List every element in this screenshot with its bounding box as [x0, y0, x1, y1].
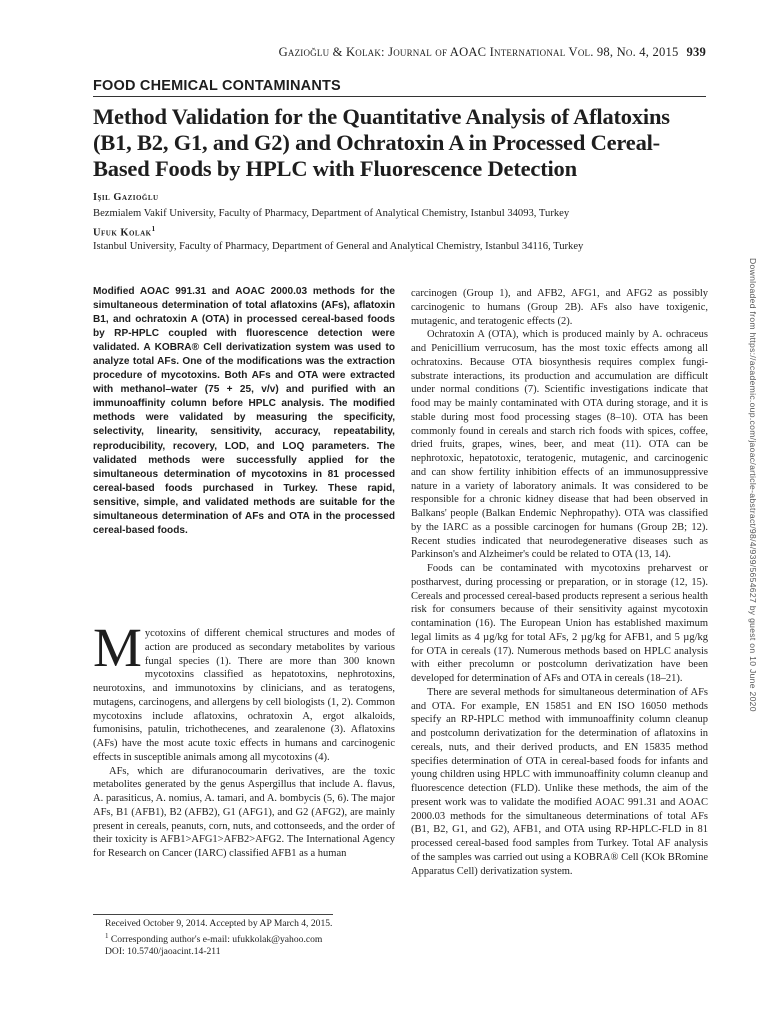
paragraph-text: ycotoxins of different chemical structures and modes of action are produced as secondary metabolites by various fungal species (1). There are more than 300 known mycotoxins classified as hepatotoxins, nephrotoxins, neurotoxins, and immunotoxins by clinicians, and as teratogens, mutagens, carcinogens, and allergens by cell biologists (1, 2). Common mycotoxins include aflatoxins, ochratoxin A, ergot alkaloids, fumonisins, patulin, trichothecenes, and zearalenone (3). Aflatoxins (AFs) have the most acute toxic effects in humans and carcinogenic effects in susceptible animals among all mycotoxins (4). — [93, 628, 395, 763]
author-1-affiliation: Bezmialem Vakif University, Faculty of Pharmacy, Department of Analytical Chemistry, Istanbul 34093, Turkey — [93, 208, 570, 219]
author-2 — [93, 225, 156, 238]
paragraph: Ochratoxin A (OTA), which is produced mainly by A. ochraceus and Penicillium verrucosum, has the most toxic effects among all ochratoxins. Because OTA biosynthesis requires complex fungi-substrate interactions, its production and accumulation are difficult under normal conditions (7). Scientific investigations indicate that food may be mainly contaminated with OTA during storage, and it is stable during most food processing stages (8–10). OTA has been commonly found in cereals and starch rich foods with spices, coffee, dried fruits, grapes, wines, beer, and meat (11). OTA can be nephrotoxic, hepatotoxic, teratogenic, mutagenic, and carcinogenic and can show fertility inhibition effects of an immunosuppressive nature in a variety of laboratory animals. It was considered to be responsible for a chronic kidney disease that had been observed in Balkans' people (Balkan Endemic Nephropathy). OTA was classified by the IARC as a possible carcinogen for humans (Group 2B; 12). Recent studies indicated that neurodegenerative diseases such as Parkinson's and Alzheimer's could be related to OTA (13, 14). — [411, 329, 708, 561]
paragraph: Foods can be contaminated with mycotoxins preharvest or postharvest, during processing or preparation, or in storage (12, 15). Cereals and processed cereal-based products represent a serious health risk for consumers because of their sensitivity against mycotoxin contamination (16). The European Union has established maximum legal limits as 4 µg/kg for total AFs, 2 µg/kg for AFB1, and 5 µg/kg for OTA in cereals (17). Numerous methods based on HPLC analysis with either precolumn or postcolumn derivatization have been developed for determination of AFs and OTA in cereals (18–21). — [411, 563, 708, 684]
author-1 — [93, 192, 159, 203]
paragraph: AFs, which are difuranocoumarin derivatives, are the toxic metabolites generated by the genus Aspergillus that include A. flavus, A. parasiticus, A. nomius, A. tamari, and A. bombycis (5, 6). The major AFs, B1 (AFB1), B2 (AFB2), G1 (AFG1), and G2 (AFG2), are mainly present in cereals, peanuts, corn, nuts, and cottonseeds, and the order of their toxicity is AFB1>AFG1>AFB2>AFG2. The International Agency for Research on Cancer (IARC) classified AFB1 as a human — [93, 765, 395, 859]
corresponding-email: Corresponding author's e-mail: ufukkolak@yahoo.com — [110, 934, 323, 946]
paragraph: carcinogen (Group 1), and AFB2, AFG1, and AFG2 as possibly carcinogenic to humans (Group 2B). AFs also have toxigenic, mutagenic, and teratogenic effects (2). — [411, 288, 708, 327]
paragraph — [93, 617, 395, 765]
page-number: 939 — [686, 45, 706, 59]
download-watermark — [735, 258, 758, 858]
abstract: Modified AOAC 991.31 and AOAC 2000.03 methods for the simultaneous determination of total aflatoxins (AFs), aflatoxin B1, and ochratoxin A (OTA) in processed cereal-based foods by RP-HPLC coupled with fluorescence detection were validated. A KOBRA® Cell derivatization system was used to analyze total AFs. One of the modifications was the extraction procedure of mycotoxins. Both AFs and OTA were extracted with methanol–water (75 + 25, v/v) and purified with an immunoaffinity column before HPLC analysis. The modified methods were validated by measuring the specificity, selectivity, linearity, sensitivity, accuracy, repeatability, reproducibility, recovery, LOD, and LOQ parameters. The validated methods were successfully applied for the simultaneous determination of mycotoxins in 81 processed cereal-based foods purchased in Turkey. These rapid, sensitive, simple, and validated methods are suitable for the simultaneous determination of AFs and OTA in the processed cereal-based foods. — [93, 286, 395, 536]
body-column-left — [93, 617, 395, 861]
section-label: FOOD CHEMICAL CONTAMINANTS — [93, 78, 341, 94]
author-2-affiliation: Istanbul University, Faculty of Pharmacy, Department of General and Analytical Chemistry, Istanbul 34116, Turkey — [93, 241, 584, 252]
paragraph: There are several methods for simultaneous determination of AFs and OTA. For example, EN 15851 and EN ISO 16050 methods specify an RP-HPLC method with immunoaffinity column cleanup and postcolumn derivatization for the determination of aflatoxins in cereals, nuts, and their derived products, and EN 15835 method specifies determination of OTA in cereal-based foods for infants and young children using HPLC with immunoaffinity column cleanup and fluorescence detection (FLD). Unlike these methods, the aim of the present work was to validate the modified AOAC 991.31 and AOAC 2000.03 methods for the simultaneous determinations of total AFs (B1, B2, G1, and G2), AFB1, and OTA using RP-HPLC-FLD in 81 processed cereal-based food samples from Turkey. Total AF analysis of the samples was carried out using a KOBRA® Cell (KOk BRomine Apparatus Cell) derivatization system. — [411, 686, 708, 877]
footnote-sup: 1 — [105, 932, 109, 940]
drop-cap: M — [93, 617, 142, 678]
author-sup: 1 — [151, 225, 156, 233]
corresponding-author — [105, 930, 332, 946]
footnote-rule — [93, 914, 333, 915]
author-name: Ufuk Kolak — [93, 227, 152, 239]
body-column-right — [411, 287, 708, 878]
section-rule — [93, 96, 706, 97]
journal-citation: Gazioğlu & Kolak: Journal of AOAC International Vol. 98, No. 4, 2015 — [278, 45, 679, 59]
author-name: Işil Gazioğlu — [93, 192, 159, 203]
running-head — [279, 45, 706, 60]
download-notice: Downloaded from https://academic.oup.com/jaoac/article-abstract/98/4/939/5654627 by guest on 10 June 2020 — [748, 258, 758, 712]
received-date: Received October 9, 2014. Accepted by AP March 4, 2015. — [105, 918, 333, 929]
doi: DOI: 10.5740/jaoacint.14-211 — [105, 946, 221, 958]
footnotes — [105, 918, 332, 958]
article-title: Method Validation for the Quantitative Analysis of Aflatoxins (B1, B2, G1, and G2) and Ochratoxin A in Processed Cereal-Based Foods by HPLC with Fluorescence Detection — [93, 104, 670, 181]
